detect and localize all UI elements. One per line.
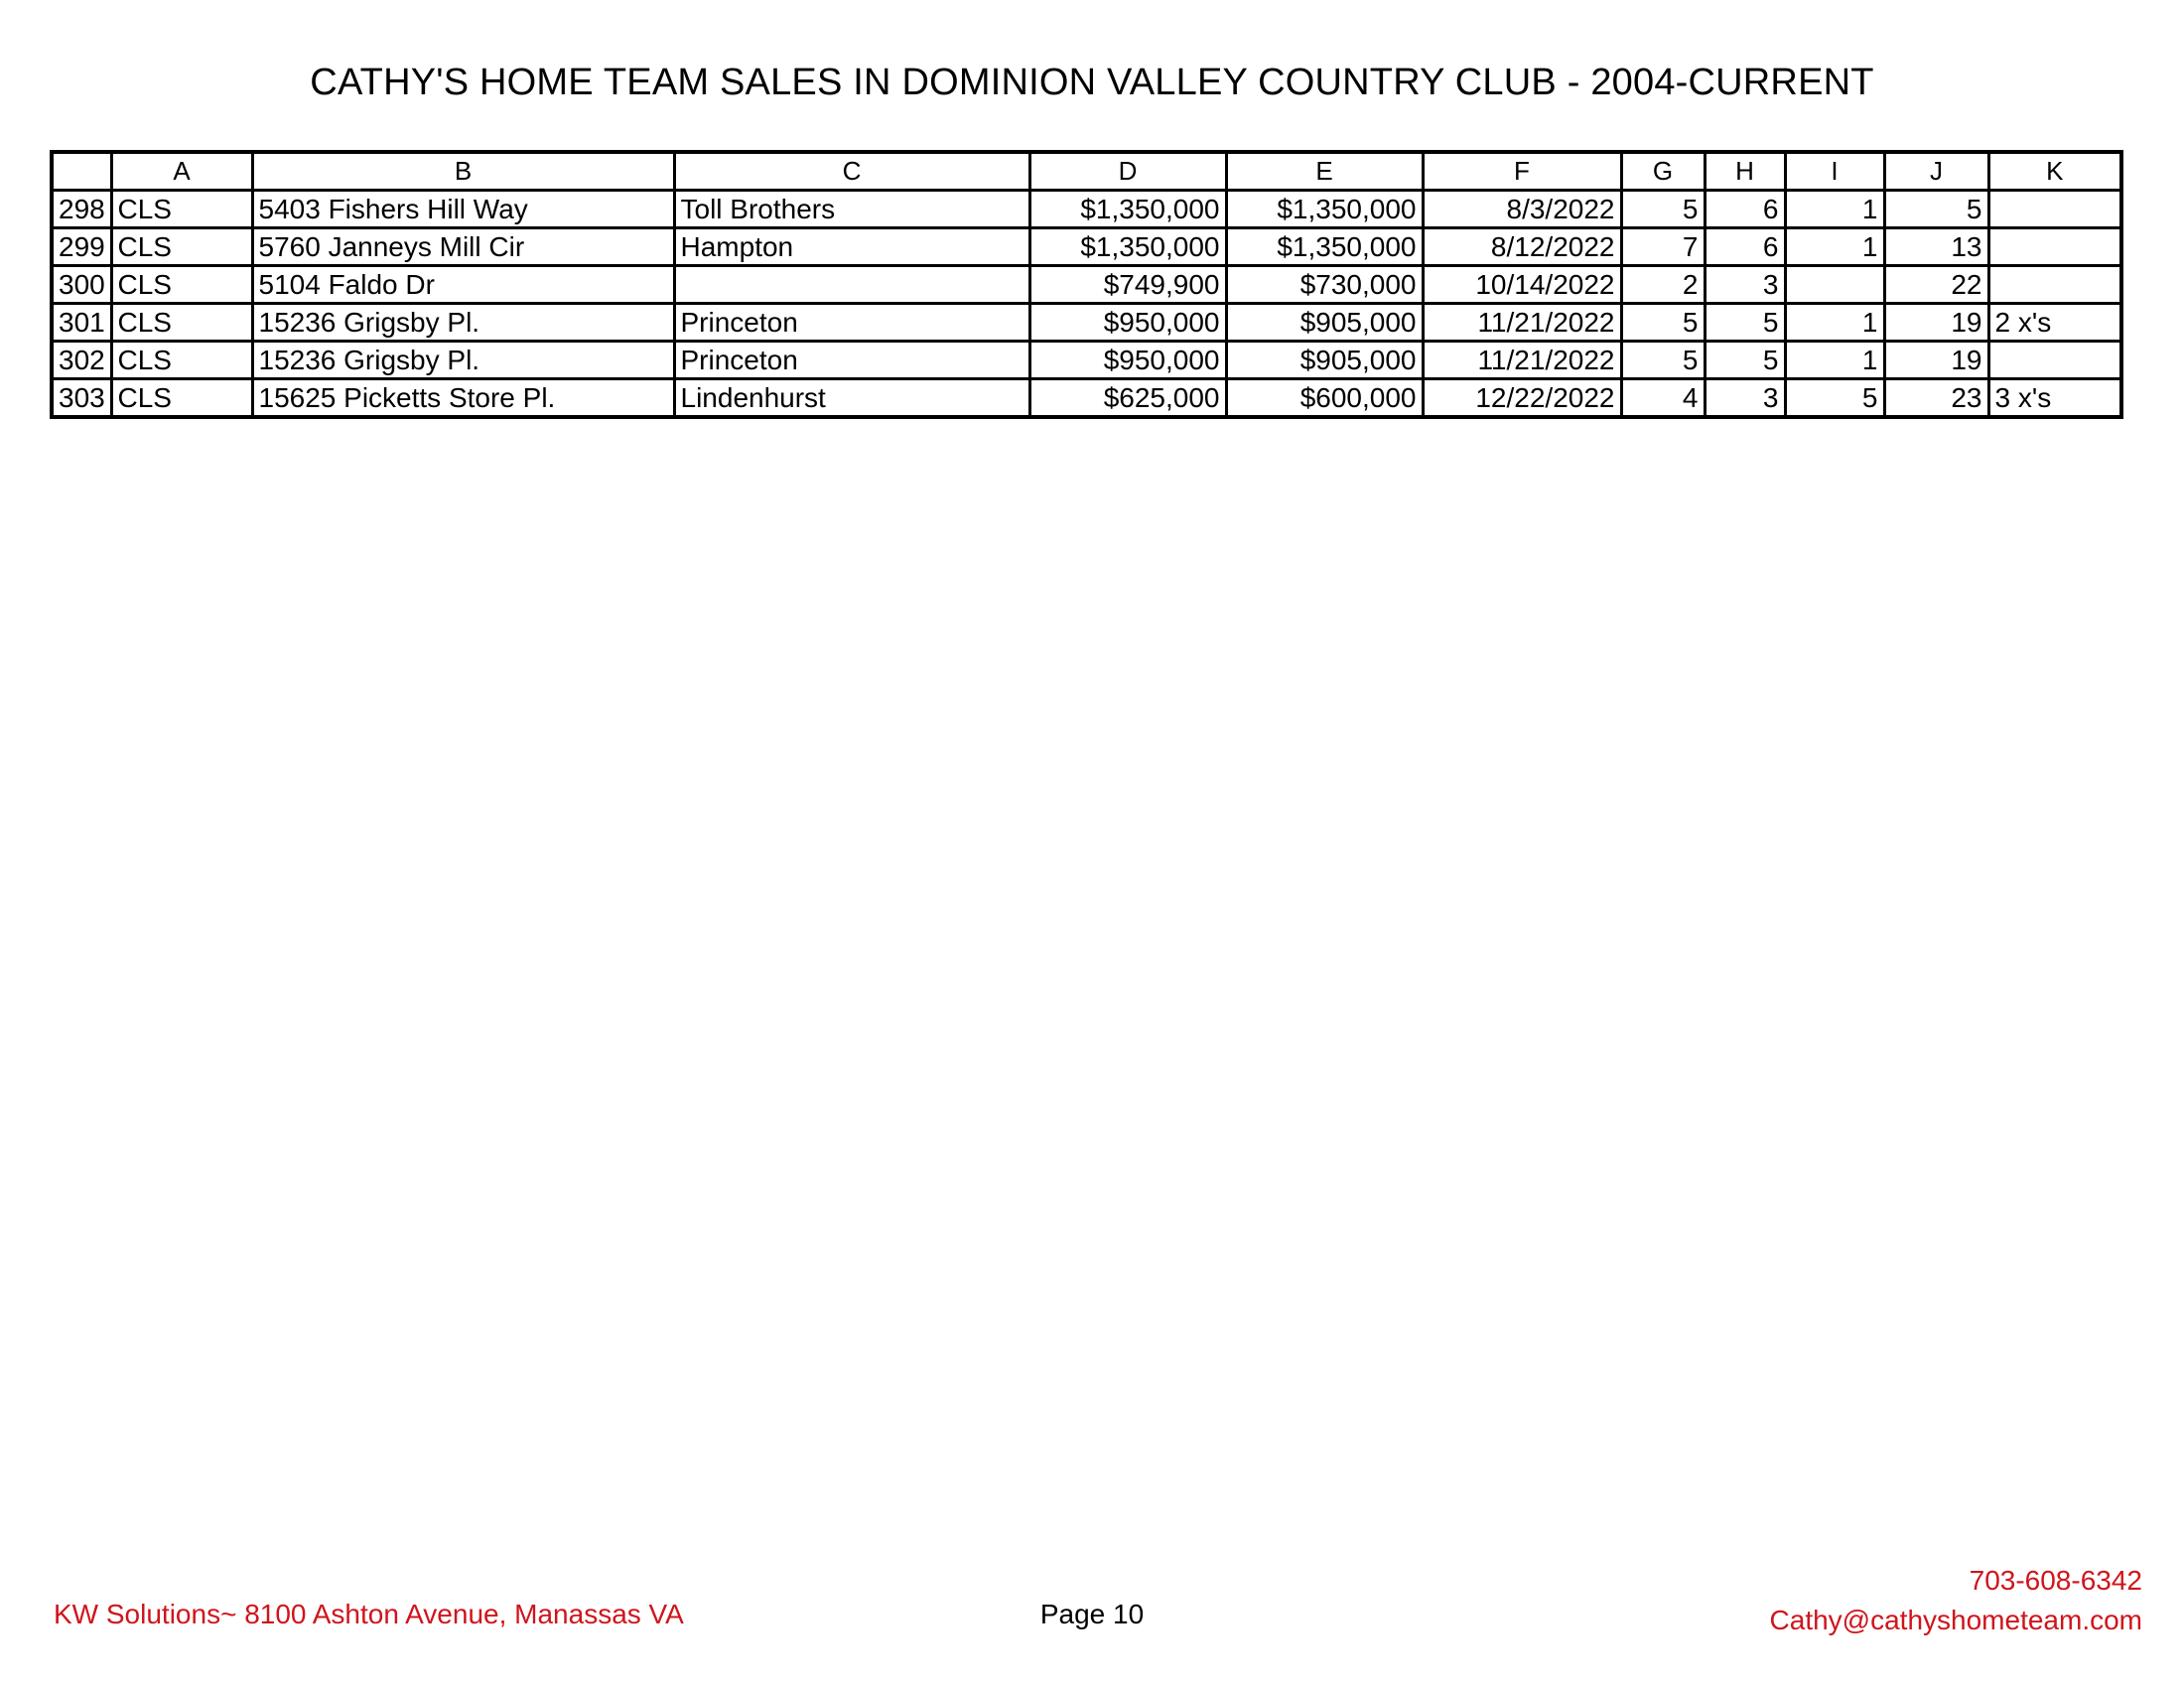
cell-g: 5	[1621, 304, 1705, 342]
cell-builder: Hampton	[674, 228, 1029, 266]
column-header-f: F	[1423, 152, 1621, 191]
cell-status: CLS	[111, 228, 252, 266]
cell-sale-price: $905,000	[1226, 342, 1423, 379]
cell-k: 2 x's	[1988, 304, 2121, 342]
cell-h: 3	[1705, 266, 1785, 304]
footer-page-number: Page 10	[1039, 1599, 1145, 1629]
table-row	[52, 228, 2121, 266]
cell-j: 19	[1884, 304, 1988, 342]
cell-list-price: $625,000	[1029, 379, 1226, 418]
row-number: 302	[52, 342, 111, 379]
column-header-d: D	[1029, 152, 1226, 191]
cell-address: 5403 Fishers Hill Way	[252, 191, 674, 228]
cell-list-price: $1,350,000	[1029, 191, 1226, 228]
cell-sale-price: $1,350,000	[1226, 191, 1423, 228]
cell-date: 10/14/2022	[1423, 266, 1621, 304]
cell-h: 6	[1705, 191, 1785, 228]
cell-builder: Lindenhurst	[674, 379, 1029, 418]
cell-k	[1988, 228, 2121, 266]
cell-date: 12/22/2022	[1423, 379, 1621, 418]
cell-h: 5	[1705, 304, 1785, 342]
row-number: 303	[52, 379, 111, 418]
cell-j: 5	[1884, 191, 1988, 228]
cell-k	[1988, 342, 2121, 379]
cell-list-price: $950,000	[1029, 304, 1226, 342]
page-title: CATHY'S HOME TEAM SALES IN DOMINION VALLEY COUNTRY CLUB - 2004-CURRENT	[310, 62, 1874, 103]
table-row	[52, 379, 2121, 418]
cell-h: 5	[1705, 342, 1785, 379]
column-header-e: E	[1226, 152, 1423, 191]
cell-date: 8/3/2022	[1423, 191, 1621, 228]
cell-j: 13	[1884, 228, 1988, 266]
cell-j: 23	[1884, 379, 1988, 418]
column-header-g: G	[1621, 152, 1705, 191]
cell-address: 15236 Grigsby Pl.	[252, 342, 674, 379]
cell-sale-price: $1,350,000	[1226, 228, 1423, 266]
cell-builder: Toll Brothers	[674, 191, 1029, 228]
cell-i	[1785, 266, 1884, 304]
cell-status: CLS	[111, 191, 252, 228]
cell-i: 1	[1785, 191, 1884, 228]
column-header-k: K	[1988, 152, 2121, 191]
cell-status: CLS	[111, 266, 252, 304]
column-header-i: I	[1785, 152, 1884, 191]
column-header-j: J	[1884, 152, 1988, 191]
cell-list-price: $1,350,000	[1029, 228, 1226, 266]
table-row	[52, 266, 2121, 304]
cell-g: 7	[1621, 228, 1705, 266]
cell-g: 2	[1621, 266, 1705, 304]
cell-date: 8/12/2022	[1423, 228, 1621, 266]
cell-address: 15236 Grigsby Pl.	[252, 304, 674, 342]
cell-sale-price: $905,000	[1226, 304, 1423, 342]
cell-date: 11/21/2022	[1423, 342, 1621, 379]
cell-list-price: $749,900	[1029, 266, 1226, 304]
cell-builder: Princeton	[674, 342, 1029, 379]
column-header-c: C	[674, 152, 1029, 191]
cell-status: CLS	[111, 379, 252, 418]
row-number: 301	[52, 304, 111, 342]
row-number: 300	[52, 266, 111, 304]
column-header-row	[52, 152, 2121, 191]
cell-h: 3	[1705, 379, 1785, 418]
cell-g: 4	[1621, 379, 1705, 418]
footer-email: Cathy@cathyshometeam.com	[1769, 1605, 2142, 1635]
table-row	[52, 191, 2121, 228]
column-header-corner	[52, 152, 111, 191]
cell-k	[1988, 191, 2121, 228]
footer-phone: 703-608-6342	[1969, 1565, 2142, 1596]
column-header-a: A	[111, 152, 252, 191]
cell-j: 19	[1884, 342, 1988, 379]
cell-sale-price: $600,000	[1226, 379, 1423, 418]
cell-address: 15625 Picketts Store Pl.	[252, 379, 674, 418]
footer-address: KW Solutions~ 8100 Ashton Avenue, Manassas VA	[54, 1599, 684, 1629]
cell-j: 22	[1884, 266, 1988, 304]
cell-status: CLS	[111, 304, 252, 342]
footer-contact	[1770, 1561, 2142, 1640]
cell-status: CLS	[111, 342, 252, 379]
column-header-h: H	[1705, 152, 1785, 191]
cell-address: 5760 Janneys Mill Cir	[252, 228, 674, 266]
cell-i: 1	[1785, 304, 1884, 342]
cell-g: 5	[1621, 191, 1705, 228]
cell-sale-price: $730,000	[1226, 266, 1423, 304]
cell-k	[1988, 266, 2121, 304]
cell-i: 1	[1785, 228, 1884, 266]
row-number: 299	[52, 228, 111, 266]
cell-address: 5104 Faldo Dr	[252, 266, 674, 304]
table-row	[52, 342, 2121, 379]
cell-date: 11/21/2022	[1423, 304, 1621, 342]
cell-list-price: $950,000	[1029, 342, 1226, 379]
cell-k: 3 x's	[1988, 379, 2121, 418]
column-header-b: B	[252, 152, 674, 191]
sales-table	[50, 150, 2123, 419]
cell-i: 1	[1785, 342, 1884, 379]
cell-g: 5	[1621, 342, 1705, 379]
cell-i: 5	[1785, 379, 1884, 418]
row-number: 298	[52, 191, 111, 228]
cell-h: 6	[1705, 228, 1785, 266]
table-row	[52, 304, 2121, 342]
cell-builder: Princeton	[674, 304, 1029, 342]
cell-builder	[674, 266, 1029, 304]
